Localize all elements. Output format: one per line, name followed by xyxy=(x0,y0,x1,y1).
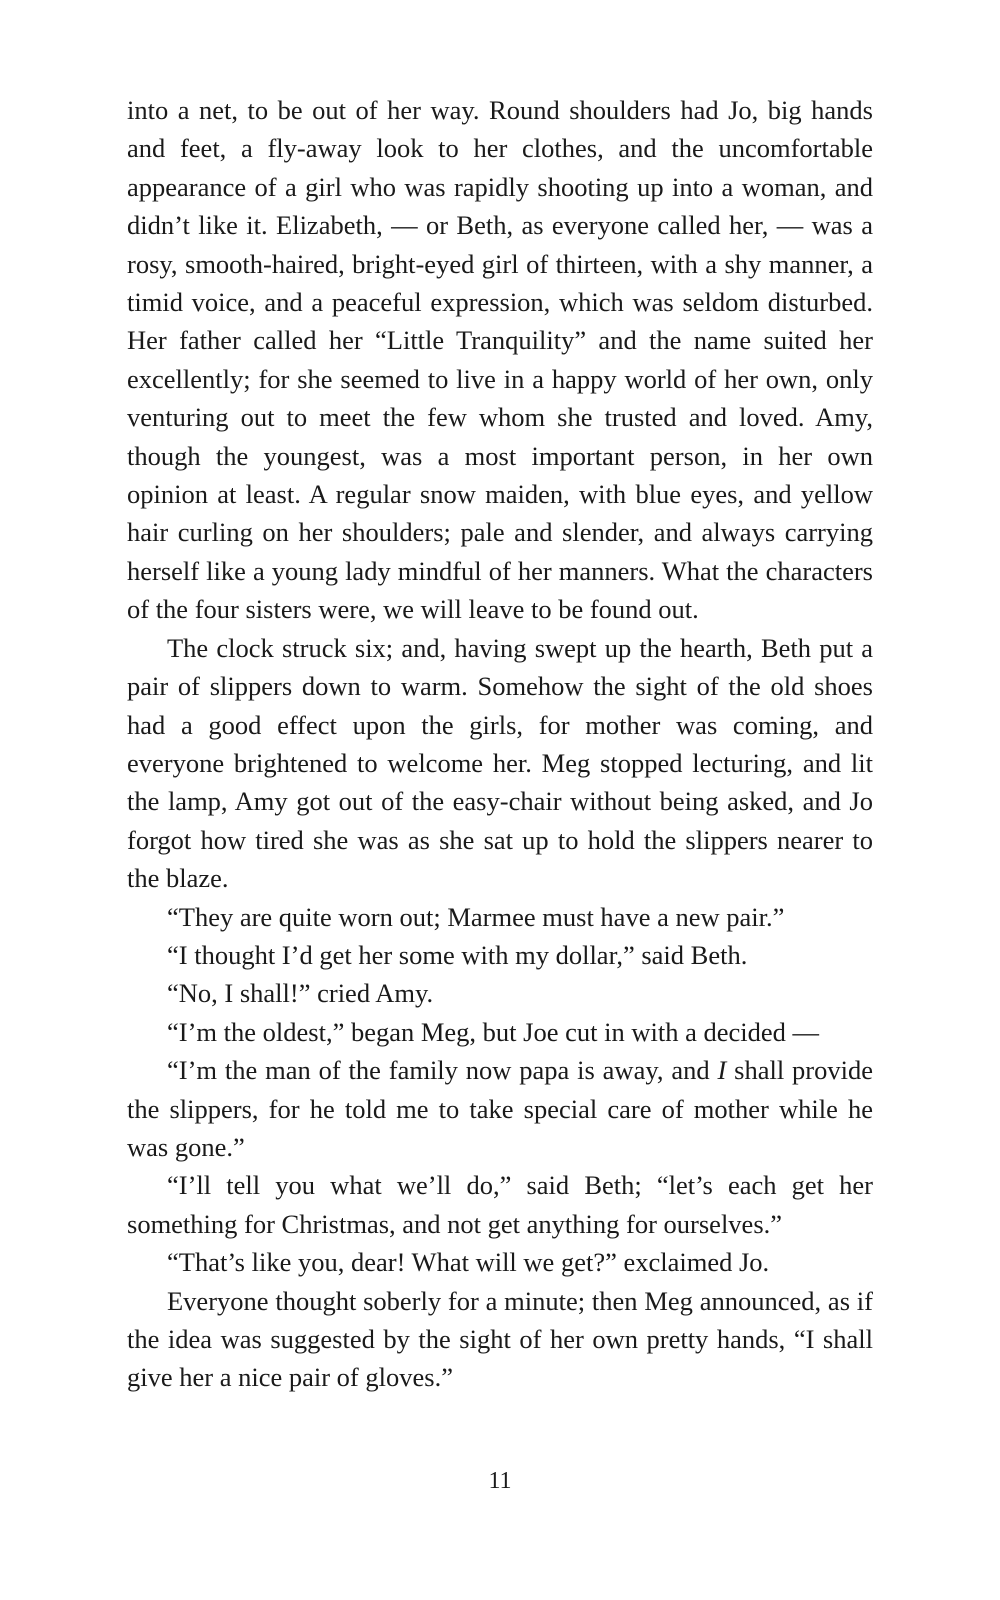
paragraph-6: “I’m the oldest,” began Meg, but Joe cut in with a decided — xyxy=(167,1016,820,1047)
paragraph-8: “I’ll tell you what we’ll do,” said Beth; “let’s each get her something for Christmas, and not get anything for ourselves.” xyxy=(127,1170,873,1239)
paragraph-2: The clock struck six; and, having swept up the hearth, Beth put a pair of slippers down to warm. Somehow the sight of the old shoes had a good effect upon the girls, for mother was coming, and everyone brightened to welcome her. Meg stopped lecturing, and lit the lamp, Amy got out of the easy-chair without being asked, and Jo forgot how tired she was as she sat up to hold the slippers nearer to the blaze. xyxy=(127,632,873,894)
paragraph-1: into a net, to be out of her way. Round shoulders had Jo, big hands and feet, a fly-away look to her clothes, and the uncomfortable appearance of a girl who was rapidly shooting up into a woman, and didn’t like it. Elizabeth, — or Beth, as everyone called her, — was a rosy, smooth-haired, bright-eyed girl of thirteen, with a shy manner, a timid voice, and a peaceful expression, which was seldom disturbed. Her father called her “Little Tranquility” and the name suited her excellently; for she seemed to live in a happy world of her own, only venturing out to meet the few whom she trusted and loved. Amy, though the youngest, was a most important person, in her own opinion at least. A regular snow maiden, with blue eyes, and yellow hair curling on her shoulders; pale and slender, and always carrying herself like a young lady mindful of her manners. What the characters of the four sisters were, we will leave to be found out. xyxy=(127,95,873,625)
paragraph-4: “I thought I’d get her some with my dollar,” said Beth. xyxy=(167,939,748,970)
paragraph-9: “That’s like you, dear! What will we get?” exclaimed Jo. xyxy=(167,1247,770,1278)
paragraph-10: Everyone thought soberly for a minute; then Meg announced, as if the idea was suggested by the sight of her own pretty hands, “I shall give her a nice pair of gloves.” xyxy=(127,1285,873,1393)
paragraph-7: “I’m the man of the family now papa is away, and I shall provide the slippers, for he told me to take special care of mother while he was gone.” xyxy=(127,1055,874,1162)
paragraph-5: “No, I shall!” cried Amy. xyxy=(167,978,434,1009)
paragraph-3: “They are quite worn out; Marmee must have a new pair.” xyxy=(167,901,785,932)
emphasized-word: I xyxy=(717,1055,727,1086)
body-text xyxy=(127,91,873,1397)
page-number: 11 xyxy=(488,1468,512,1494)
